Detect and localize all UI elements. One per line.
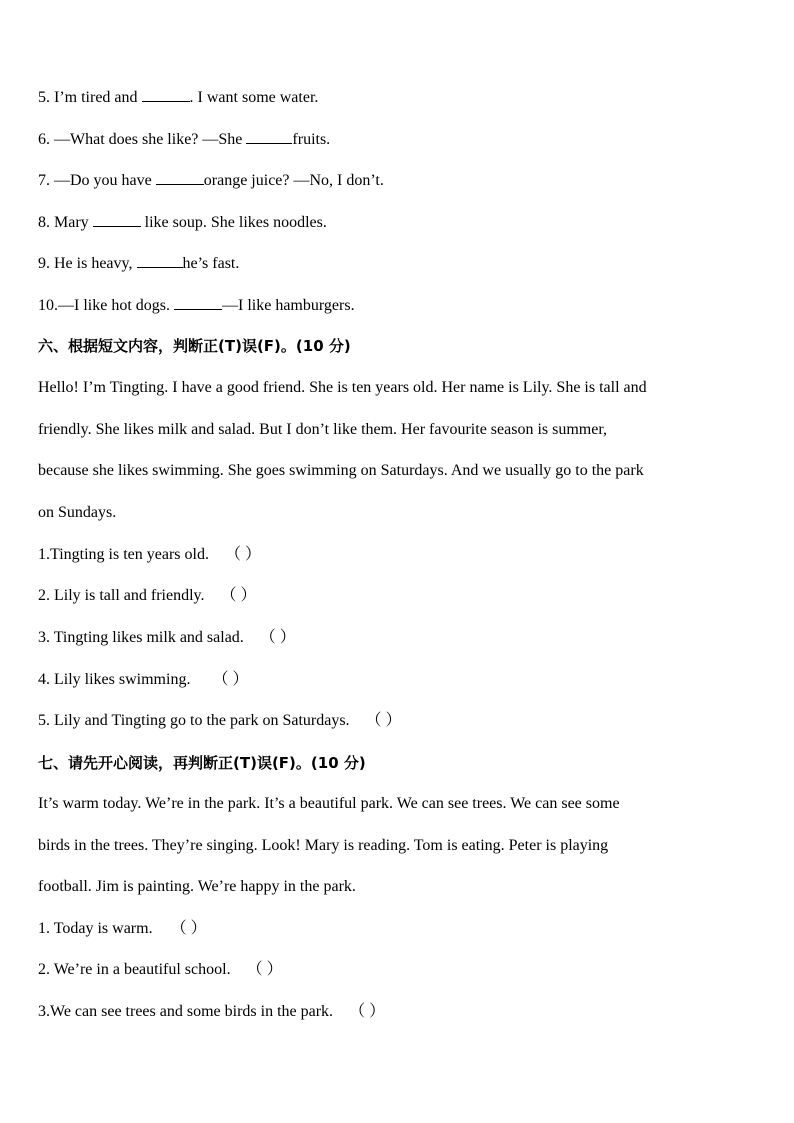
section-7-question-3: [38, 1002, 385, 1022]
answer-parentheses[interactable]: （ ）: [259, 629, 296, 646]
answer-blank[interactable]: [156, 170, 204, 185]
answer-parentheses[interactable]: （ ）: [349, 1003, 386, 1020]
fill-in-item-6: [38, 129, 330, 150]
section-6-question-1: [38, 545, 261, 565]
answer-parentheses[interactable]: （ ）: [212, 671, 249, 688]
fill-in-item-5: [38, 87, 318, 108]
answer-parentheses[interactable]: （ ）: [224, 546, 261, 563]
answer-blank[interactable]: [93, 212, 141, 227]
question-text: 1. Today is warm.: [38, 920, 153, 937]
item-text: 7. —Do you have: [38, 172, 156, 189]
fill-in-item-10: [38, 295, 355, 316]
question-text: 2. We’re in a beautiful school.: [38, 961, 231, 978]
section-6-question-2: [38, 586, 257, 606]
question-text: 1.Tingting is ten years old.: [38, 546, 209, 563]
fill-in-item-8: [38, 212, 327, 233]
question-text: 3. Tingting likes milk and salad.: [38, 629, 244, 646]
item-text: 8. Mary: [38, 214, 93, 231]
item-text: he’s fast.: [182, 255, 240, 272]
section-6-heading: 六、根据短文内容，判断正(T)误(F)。(10 分): [38, 337, 351, 355]
section-7-question-1: [38, 919, 207, 939]
fill-in-item-7: [38, 170, 384, 191]
section-7-question-2: [38, 960, 283, 980]
section-7-passage-line: It’s warm today. We’re in the park. It’s a beautiful park. We can see trees. We can see some: [38, 795, 620, 812]
fill-in-item-9: [38, 253, 239, 274]
answer-blank[interactable]: [137, 253, 183, 268]
question-text: 2. Lily is tall and friendly.: [38, 587, 205, 604]
item-text: —I like hamburgers.: [222, 297, 355, 314]
section-6-question-3: [38, 628, 296, 648]
section-6-question-5: [38, 711, 402, 731]
answer-parentheses[interactable]: （ ）: [246, 961, 283, 978]
question-text: 4. Lily likes swimming.: [38, 671, 191, 688]
question-text: 5. Lily and Tingting go to the park on Saturdays.: [38, 712, 350, 729]
item-text: like soup. She likes noodles.: [140, 214, 327, 231]
section-7-passage-line: birds in the trees. They’re singing. Look! Mary is reading. Tom is eating. Peter is playing: [38, 837, 609, 854]
section-7-passage-line: football. Jim is painting. We’re happy in the park.: [38, 878, 356, 895]
item-text: . I want some water.: [189, 89, 319, 106]
answer-parentheses[interactable]: （ ）: [220, 587, 257, 604]
section-6-question-4: [38, 670, 248, 690]
section-7-heading: 七、请先开心阅读，再判断正(T)误(F)。(10 分): [38, 754, 366, 772]
item-text: fruits.: [292, 131, 331, 148]
section-6-passage-line: because she likes swimming. She goes swimming on Saturdays. And we usually go to the park: [38, 462, 644, 479]
section-6-passage-line: on Sundays.: [38, 504, 117, 521]
section-6-passage-line: Hello! I’m Tingting. I have a good friend. She is ten years old. Her name is Lily. She is tall and: [38, 379, 647, 396]
question-text: 3.We can see trees and some birds in the park.: [38, 1003, 334, 1020]
item-text: 6. —What does she like? —She: [38, 131, 247, 148]
item-text: 10.—I like hot dogs.: [38, 297, 174, 314]
section-6-passage-line: friendly. She likes milk and salad. But I don’t like them. Her favourite season is summer,: [38, 421, 608, 438]
answer-blank[interactable]: [174, 295, 222, 310]
answer-blank[interactable]: [246, 129, 292, 144]
answer-parentheses[interactable]: （ ）: [365, 712, 402, 729]
answer-parentheses[interactable]: （ ）: [170, 920, 207, 937]
item-text: 5. I’m tired and: [38, 89, 142, 106]
item-text: 9. He is heavy,: [38, 255, 137, 272]
item-text: orange juice? —No, I don’t.: [203, 172, 384, 189]
answer-blank[interactable]: [142, 87, 190, 102]
